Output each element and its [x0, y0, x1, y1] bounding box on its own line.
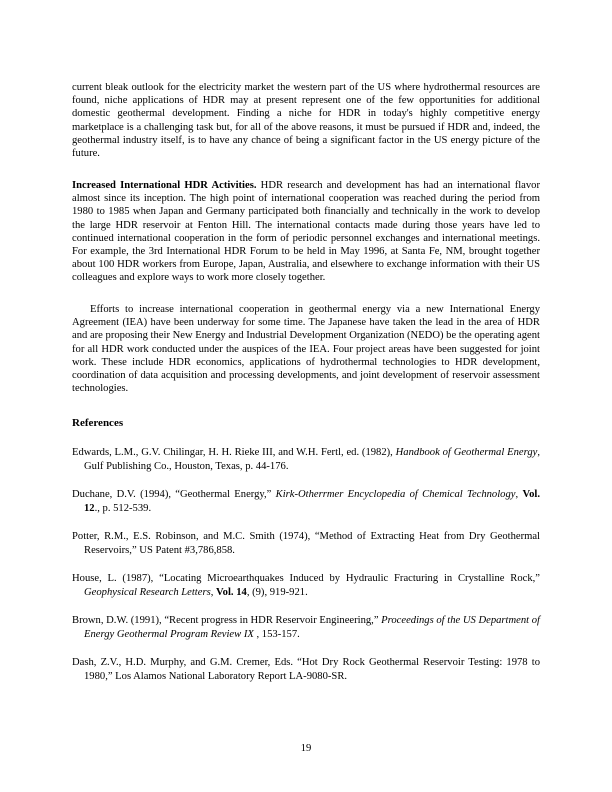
reference-authors: Brown, D.W. (1991), “Recent progress in HDR Reservoir Engineering,” [72, 615, 382, 626]
reference-details: , Gulf Publishing Co., Houston, Texas, p. 44-176. [84, 447, 540, 473]
reference-title: Kirk-Otherrmer Encyclopedia of Chemical Technology [275, 489, 516, 500]
reference-volume: Vol. 12 [84, 489, 541, 515]
reference-item [72, 446, 540, 475]
reference-title: Handbook of Geothermal Energy [395, 447, 538, 458]
page-number: 19 [300, 743, 312, 754]
reference-authors: Duchane, D.V. (1994), “Geothermal Energy,” [72, 489, 276, 500]
reference-details: , (9), 919-921. [246, 587, 308, 599]
body-paragraph-2 [72, 179, 540, 285]
reference-title: Proceedings of the US Department of Energy Geothermal Program Review IX [84, 615, 540, 641]
reference-volume: Vol. 14 [216, 587, 247, 599]
reference-authors: House, L. (1987), “Locating Microearthquakes Induced by Hydraulic Fracturing in Crystalline Rock,” [72, 573, 540, 584]
section-heading-international: Increased International HDR Activities. [72, 180, 257, 191]
reference-details: , 153-157. [253, 629, 300, 641]
body-paragraph-2-text: HDR research and development has had an international flavor almost since its inception. The high point of international cooperation was reached during the period from 1980 to 1985 when Japan and Germany participated both financially and technically in the work to develop the large HDR reservoir at Fenton Hill. The international contacts made during those years have led to continued international cooperation in the form of periodic personnel exchanges and international meetings. For example, the 3rd International HDR Forum to be held in May 1996, at Santa Fe, NM, brought together about 100 HDR workers from Europe, Japan, Australia, and elsewhere to exchange information with their US colleagues and explore ways to work more closely together. [72, 180, 541, 284]
references-heading: References [72, 417, 124, 429]
reference-item [72, 614, 540, 643]
reference-item: Dash, Z.V., H.D. Murphy, and G.M. Cremer, Eds. “Hot Dry Rock Geothermal Reservoir Testing: 1978 to 1980,” Los Alamos National Laboratory Report LA-9080-SR. [72, 657, 540, 683]
reference-details: ., p. 512-539. [94, 503, 152, 515]
reference-separator: , [515, 489, 523, 500]
body-paragraph-3: Efforts to increase international cooperation in geothermal energy via a new International Energy Agreement (IEA) have been underway for some time. The Japanese have taken the lead in the area of HDR and are proposing their New Energy and Industrial Development Organization (NEDO) be the operating agent for all HDR work conducted under the auspices of the IEA. Four project areas have been suggested for joint work. These include HDR economics, applications of hydrothermal technologies to HDR development, coordination of data acquisition and processing developments, and joint development of reservoir assessment technologies. [72, 304, 540, 395]
reference-item [72, 488, 540, 517]
reference-item: Potter, R.M., E.S. Robinson, and M.C. Smith (1974), “Method of Extracting Heat from Dry Geothermal Reservoirs,” US Patent #3,786,858. [72, 531, 540, 557]
reference-item [72, 572, 540, 601]
reference-title: Geophysical Research Letters [84, 587, 211, 599]
reference-separator: , [210, 587, 216, 599]
reference-authors: Edwards, L.M., G.V. Chilingar, H. H. Rieke III, and W.H. Fertl, ed. (1982), [72, 447, 396, 458]
body-paragraph-1: current bleak outlook for the electricity market the western part of the US where hydrothermal resources are found, niche applications of HDR may at present represent one of the few opportunities for additional domestic geothermal development. Finding a niche for HDR in today's highly competitive energy marketplace is a challenging task but, for all of the above reasons, it must be pursued if HDR and, indeed, the geothermal industry itself, is to have any chance of being a significant factor in the US energy picture of the future. [72, 82, 540, 160]
